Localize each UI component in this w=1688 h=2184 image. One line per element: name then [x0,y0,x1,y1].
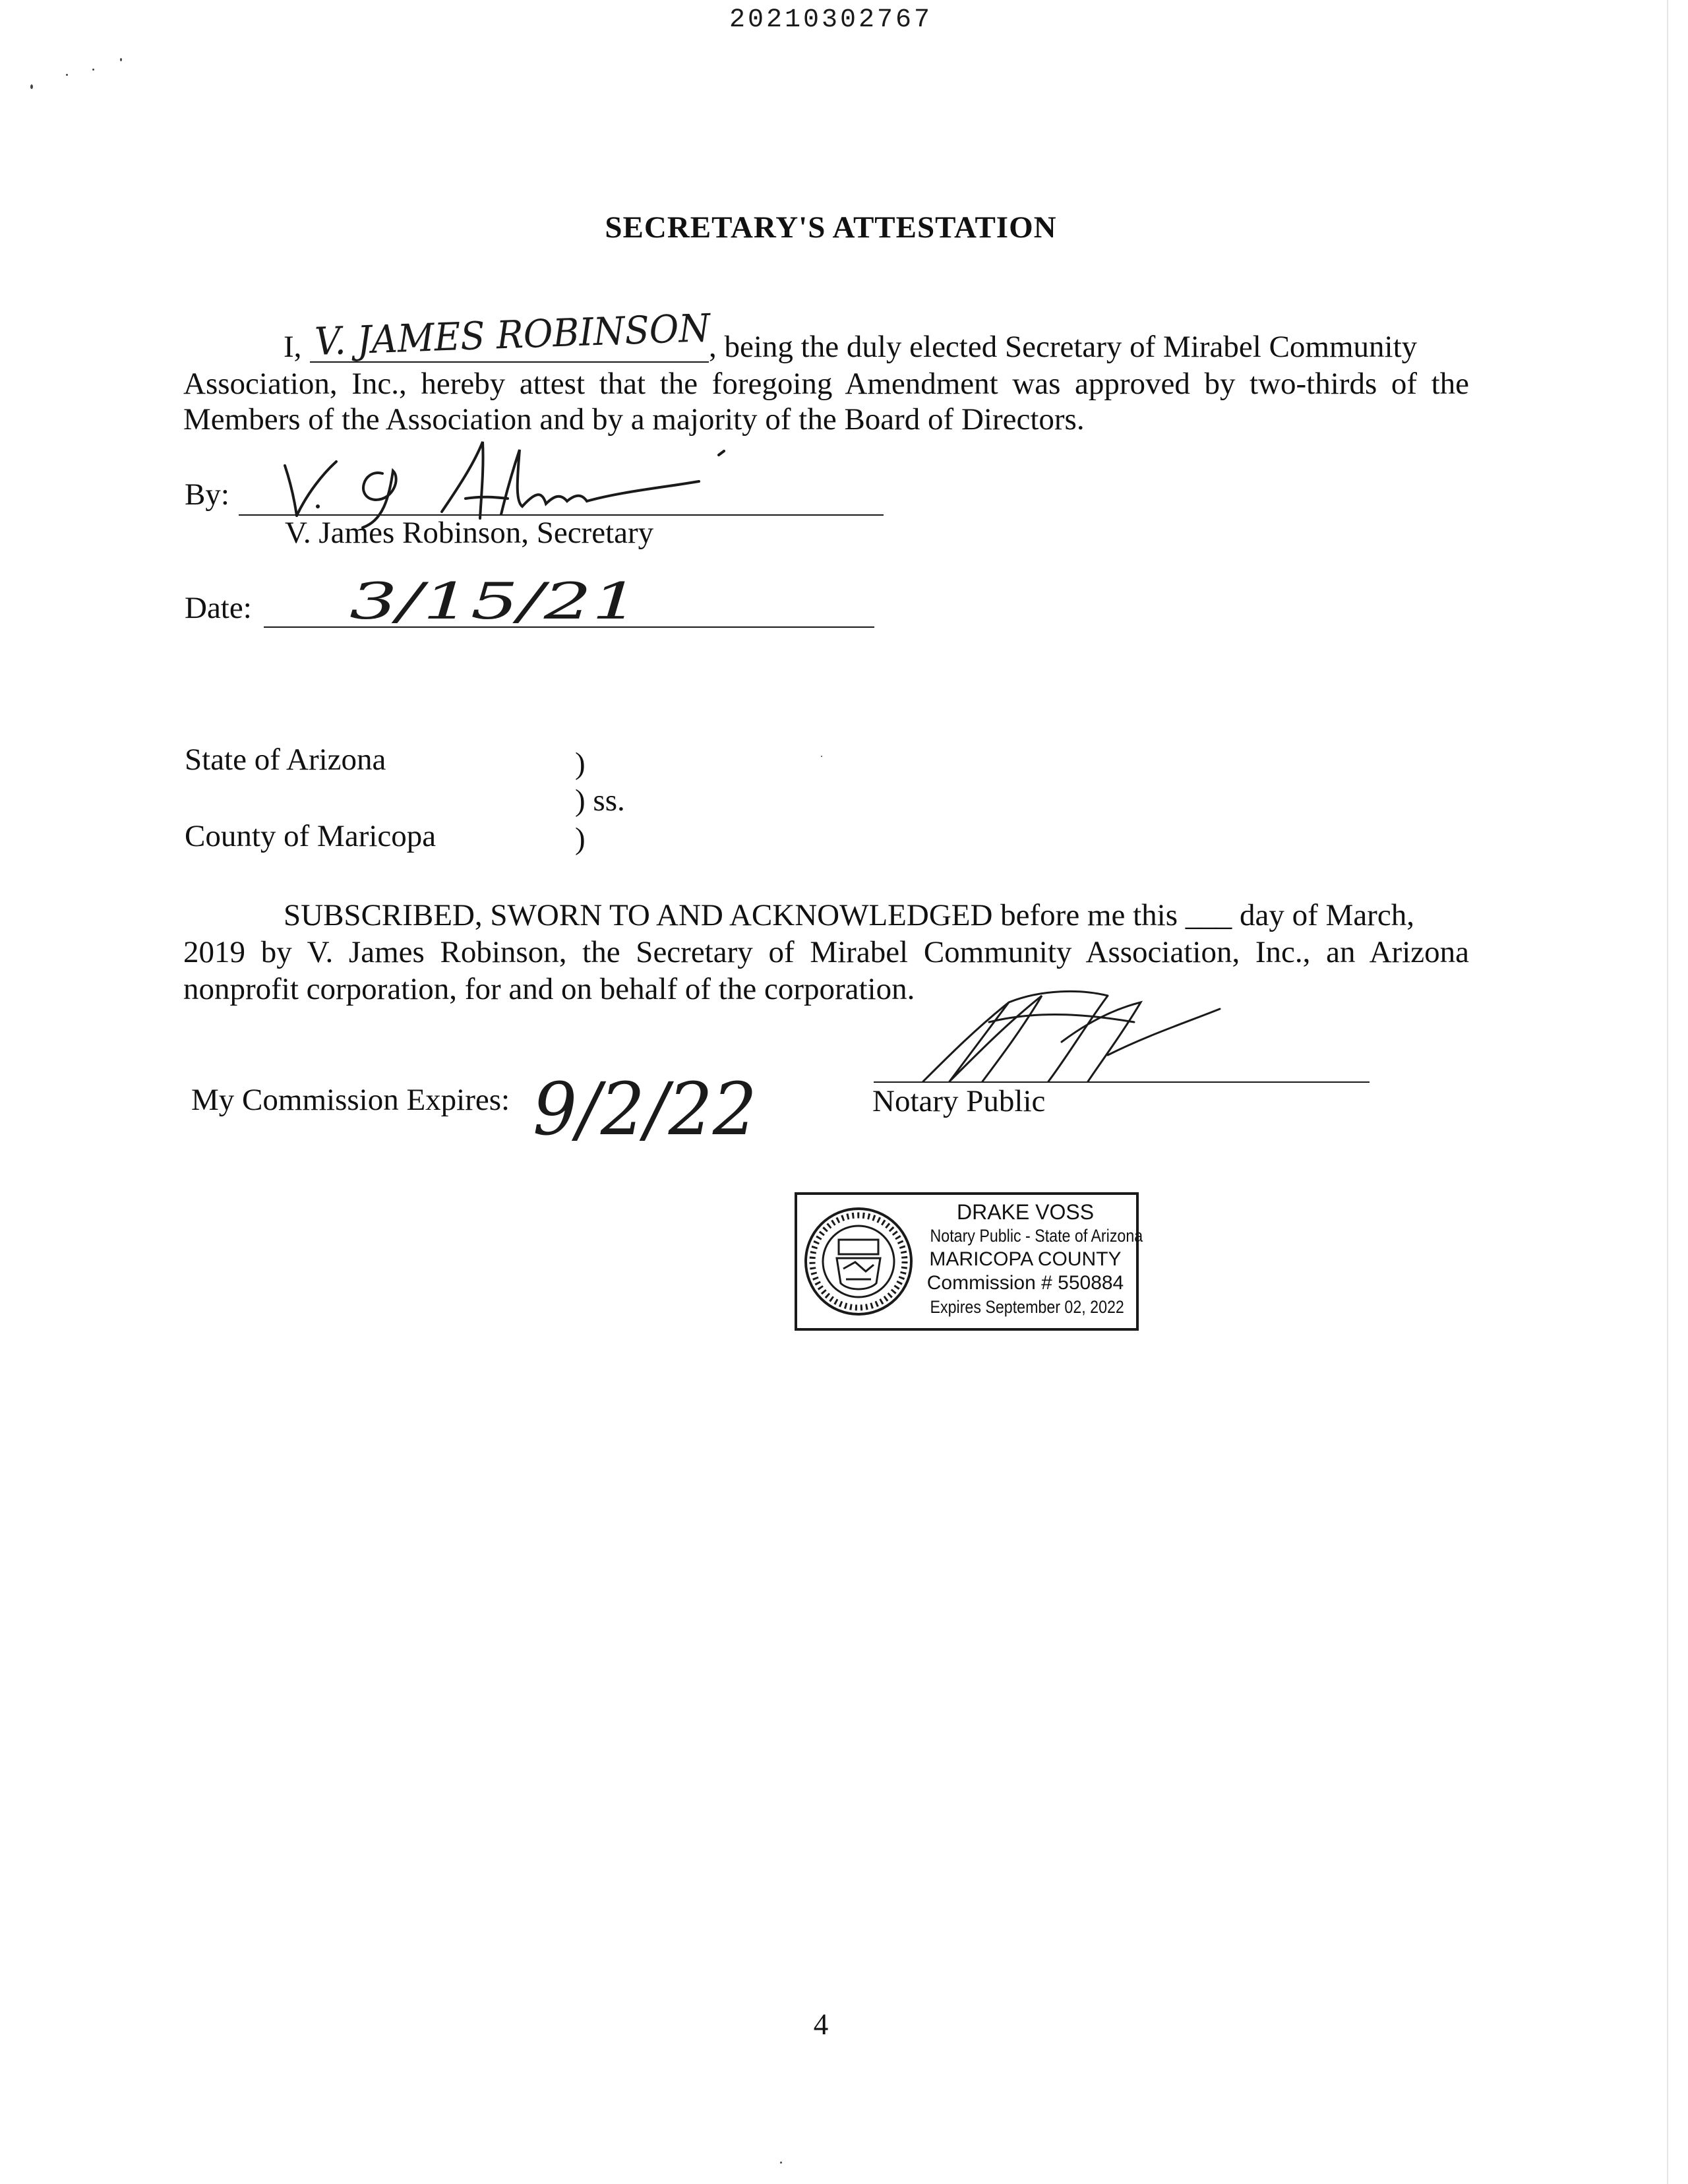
page-number: 4 [813,2008,829,2041]
scan-speck [821,756,822,757]
stamp-expiration: Expires September 02, 2022 [930,1297,1124,1317]
scan-speck [120,58,122,61]
scan-speck [92,69,94,71]
page-title: SECRETARY'S ATTESTATION [605,210,1057,245]
handwritten-commission-expiry [533,1062,777,1161]
recording-number: 20210302767 [729,5,933,35]
attestation-line-2: Association, Inc., hereby attest that the foregoing Amendment was approved by two-thirds of the [183,367,1469,401]
stamp-county: MARICOPA COUNTY [929,1248,1122,1270]
venue-state: State of Arizona [185,743,386,777]
commission-expires-label: My Commission Expires: [191,1083,510,1117]
by-label: By: [185,477,229,512]
handwritten-name [314,304,737,364]
svg-text:3/15/21: 3/15/21 [349,572,640,630]
acknowledgment-line-1: SUBSCRIBED, SWORN TO AND ACKNOWLEDGED before me this ___ day of March, [284,898,1414,932]
notary-public-label: Notary Public [872,1084,1046,1118]
notary-signature [910,983,1226,1088]
scan-speck [30,84,33,89]
acknowledgment-line-3: nonprofit corporation, for and on behalf of the corporation. [183,972,915,1006]
notary-stamp [795,1192,1143,1331]
svg-text:9/2/22: 9/2/22 [533,1067,757,1151]
venue-paren-top: ) [575,746,586,781]
svg-text:V. JAMES ROBINSON: V. JAMES ROBINSON [314,304,737,364]
attestation-line-3: Members of the Association and by a majority of the Board of Directors. [183,402,1085,437]
stamp-notary-title: Notary Public - State of Arizona [930,1226,1143,1246]
handwritten-date [349,564,666,644]
signer-caption: V. James Robinson, Secretary [285,516,654,550]
attestation-prefix: I, [284,330,302,364]
venue-paren-ss: ) ss. [575,783,625,818]
attestation-line-1-rest: , being the duly elected Secretary of Mirabel Community [709,330,1418,364]
stamp-text [915,1200,1143,1319]
acknowledgment-line-2: 2019 by V. James Robinson, the Secretary of Mirabel Community Association, Inc., an Arizona [183,935,1469,969]
stamp-notary-name: DRAKE VOSS [956,1200,1095,1224]
date-label: Date: [185,591,252,625]
state-seal-icon [802,1205,915,1318]
venue-county: County of Maricopa [185,819,437,853]
scan-speck [780,2162,782,2164]
secretary-signature [277,435,752,528]
venue-paren-bottom: ) [575,822,586,856]
scan-speck [66,74,68,76]
stamp-commission-number: Commission # 550884 [926,1272,1124,1294]
scan-edge [1667,0,1668,2184]
